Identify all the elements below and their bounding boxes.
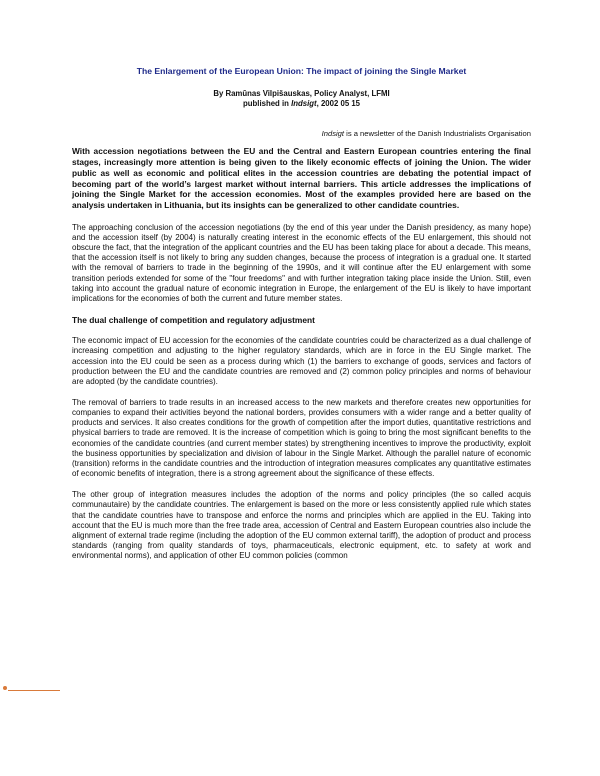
paragraph-4: The other group of integration measures includes the adoption of the norms and policy principles (the so called acquis communautaire) by the candidate countries. The enlargement is based on the more or less consistently applied rule which states that the candidate countries have to transpose and enforce the norms and principles which are applied in the EU. Taking into account that the EU is much more than the free trade area, accession of Central and Eastern European countries also include the alignment of external trade regime (including the adoption of the EU common external tariff), the adoption of product and process standards (ranging from quality standards of toys, pharmaceuticals, electronic equipment, etc. to safety at work and environmental norms), and application of other EU common policies (common [72, 490, 531, 561]
paragraph-2: The economic impact of EU accession for the economies of the candidate countries could be characterized as a dual challenge of increasing competition and adjusting to the higher regulatory standards, which are in force in the EU Single market. The accession into the EU could be seen as a process during which (1) the barriers to exchange of goods, services and factors of production between the EU and the candidate countries are removed and (2) common policy principles and norms of behaviour are adopted (by the candidate countries). [72, 336, 531, 386]
abstract: With accession negotiations between the EU and the Central and Eastern European countries entering the final stages, increasingly more attention is being given to the likely economic effects of joining the Union. The wider public as well as economic and political elites in the accession countries are debating the potential impact of becoming part of the world’s largest market without internal barriers. This article addresses the implications of joining the Single Market for the accession economies. Most of the examples provided here are based on the analysis undertaken in Lithuania, but its insights can be generalized to other candidate countries. [72, 146, 531, 211]
magazine-name: Indsigt [291, 99, 317, 109]
paragraph-1: The approaching conclusion of the accession negotiations (by the end of this year under the Danish presidency, as many hope) and the accession itself (by 2004) is naturally creating interest in the economic effects of the EU enlargement, this should not obscure the fact, that the integration of the applicant countries and the EU has been taking place for about a decade. This means, that the accession itself is not likely to bring any sudden changes, because the process of integration is a gradual one. It started with the removal of barriers to trade in the beginning of the 1990s, and it will continue after the EU enlargement with some transition periods extended for some of the "four freedoms" and with further integration taking place inside the Union. Still, even taking into account the gradual nature of economic integration in Europe, the enlargement of the EU is likely to have important implications for the economies of both the current and future member states. [72, 222, 531, 303]
footnote-rule [8, 690, 60, 691]
document-title: The Enlargement of the European Union: The impact of joining the Single Market [136, 66, 467, 76]
newsletter-note [72, 129, 531, 138]
section-heading: The dual challenge of competition and regulatory adjustment [72, 315, 315, 326]
byline [72, 89, 531, 109]
document-page [72, 66, 531, 572]
footnote-marker [3, 686, 7, 690]
note-magazine-name: Indsigt [321, 129, 345, 139]
note-text: is a newsletter of the Danish Industrialists Organisation [344, 129, 531, 139]
published-prefix: published in [242, 99, 292, 109]
published-date: , 2002 05 15 [316, 99, 360, 109]
paragraph-3: The removal of barriers to trade results in an increased access to the new markets and therefore creates new opportunities for companies to expand their activities beyond the national borders, provides consumers with a wider range and a better quality of products and services. It also creates conditions for the growth of competition after the import duties, quantitative restrictions and physical barriers to trade are removed. It is the increase of competition which is going to bring the most significant benefits to the economies of the candidate countries (and current member states) by strengthening incentives to improve the productivity, exploit the business opportunities by specialization and division of labour in the Single Market. Although the parallel nature of economic (transition) reforms in the candidate countries and the introduction of integration measures complicates any quantitative estimates of economic benefits of integration, there is a strong agreement about the significance of these effects. [72, 397, 531, 479]
author-line: By Ramūnas Vilpišauskas, Policy Analyst, LFMI [213, 89, 390, 99]
published-line [72, 99, 531, 109]
